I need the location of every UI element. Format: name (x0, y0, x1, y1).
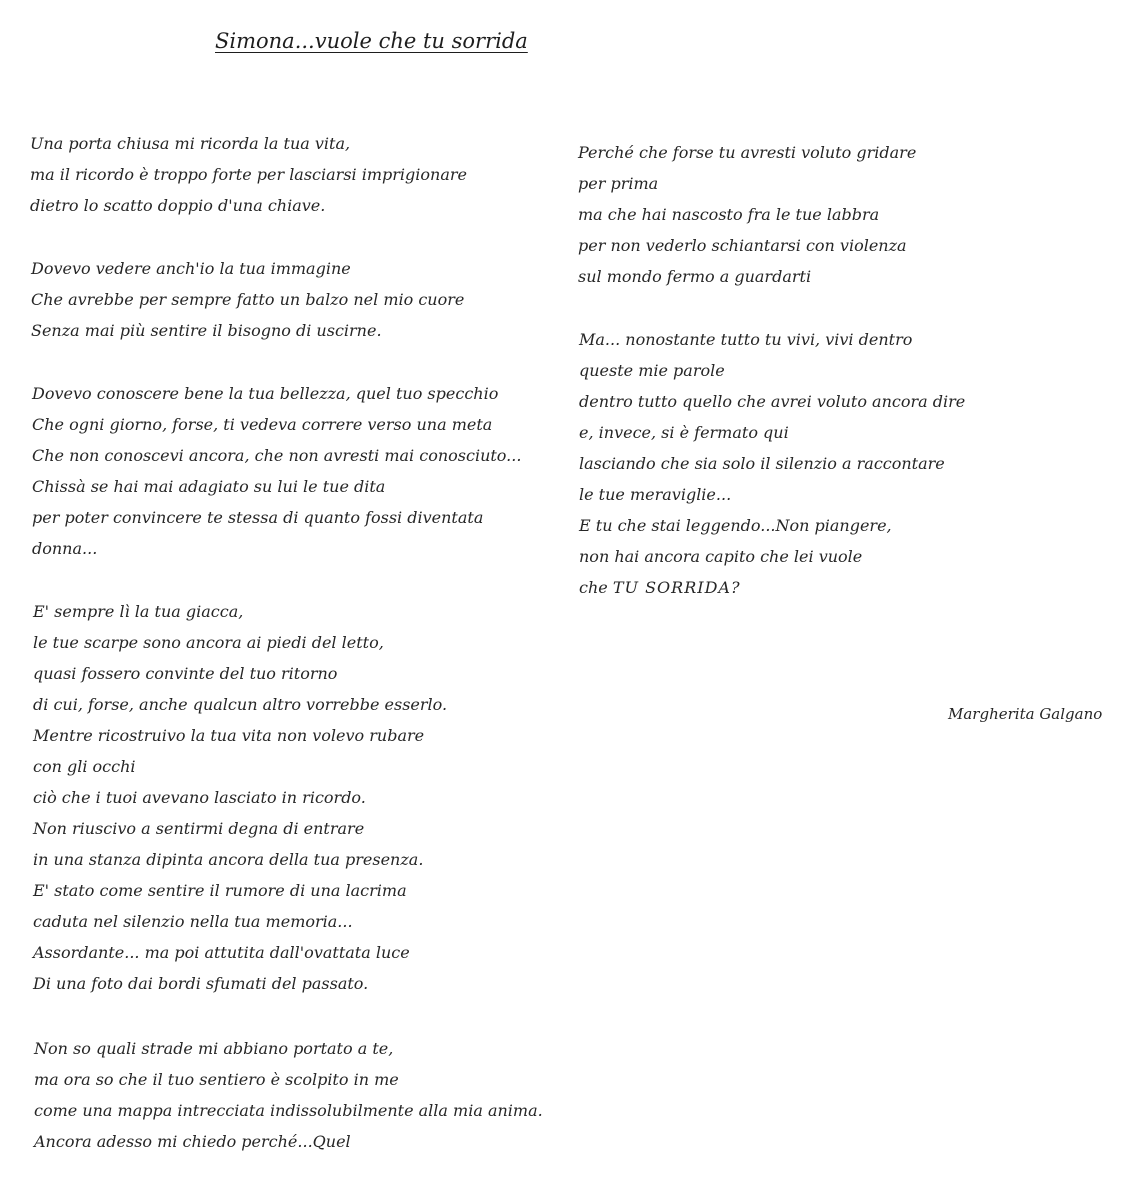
poem-line: in una stanza dipinta ancora della tua presenza. (33, 850, 424, 869)
poem-line: lasciando che sia solo il silenzio a raccontare (579, 454, 945, 473)
poem-line: per prima (578, 174, 659, 193)
poem-line: Chissà se hai mai adagiato su lui le tue dita (32, 477, 386, 496)
author-signature: Margherita Galgano (948, 705, 1103, 723)
poem-line: ma il ricordo è troppo forte per lasciarsi imprigionare (30, 165, 467, 184)
poem-line: sul mondo fermo a guardarti (578, 267, 812, 286)
poem-line: E' stato come sentire il rumore di una lacrima (33, 881, 407, 900)
poem-line: per non vederlo schiantarsi con violenza (578, 236, 907, 255)
stanza-4 (33, 596, 553, 999)
poem-line: con gli occhi (33, 757, 136, 776)
poem-line: Che avrebbe per sempre fatto un balzo nel mio cuore (31, 290, 465, 309)
poem-line: Assordante... ma poi attutita dall'ovattata luce (33, 943, 410, 962)
poem-title: Simona...vuole che tu sorrida (215, 29, 528, 53)
poem-line: Senza mai più sentire il bisogno di uscirne. (31, 321, 382, 340)
poem-line: donna... (32, 539, 98, 558)
poem-line: Perché che forse tu avresti voluto gridare (578, 143, 917, 162)
stanza-3 (32, 378, 552, 564)
stanza-1 (30, 128, 530, 221)
poem-line: e, invece, si è fermato qui (579, 423, 789, 442)
poem-line: E' sempre lì la tua giacca, (33, 602, 244, 621)
poem-line: ma che hai nascosto fra le tue labbra (578, 205, 880, 224)
poem-line: di cui, forse, anche qualcun altro vorrebbe esserlo. (33, 695, 448, 714)
poem-line: Ancora adesso mi chiedo perché...Quel (34, 1132, 351, 1151)
poem-line: ma ora so che il tuo sentiero è scolpito in me (34, 1070, 399, 1089)
poem-closing-line (579, 572, 1099, 603)
poem-line: Una porta chiusa mi ricorda la tua vita, (30, 134, 351, 153)
closing-emphasis: TU SORRIDA? (612, 578, 741, 597)
poem-line: Dovevo vedere anch'io la tua immagine (31, 259, 351, 278)
poem-line: non hai ancora capito che lei vuole (579, 547, 863, 566)
poem-line: Non so quali strade mi abbiano portato a te, (34, 1039, 394, 1058)
poem-line: Mentre ricostruivo la tua vita non volevo rubare (33, 726, 425, 745)
poem-line: Dovevo conoscere bene la tua bellezza, quel tuo specchio (32, 384, 499, 403)
poem-line: E tu che stai leggendo...Non piangere, (579, 516, 892, 535)
poem-line: come una mappa intrecciata indissolubilmente alla mia anima. (34, 1101, 543, 1120)
poem-line: quasi fossero convinte del tuo ritorno (33, 664, 338, 683)
poem-line: Che non conoscevi ancora, che non avresti mai conosciuto... (32, 446, 522, 465)
poem-line: Di una foto dai bordi sfumati del passato. (33, 974, 369, 993)
stanza-7 (579, 324, 1099, 603)
poem-line: ciò che i tuoi avevano lasciato in ricordo. (33, 788, 366, 807)
closing-prefix: che (579, 578, 613, 597)
poem-line: Non riuscivo a sentirmi degna di entrare (33, 819, 365, 838)
poem-line: per poter convincere te stessa di quanto fossi diventata (32, 508, 484, 527)
poem-line: queste mie parole (579, 361, 725, 380)
poem-line: caduta nel silenzio nella tua memoria... (33, 912, 353, 931)
poem-line: Che ogni giorno, forse, ti vedeva correre verso una meta (32, 415, 493, 434)
poem-line: le tue scarpe sono ancora ai piedi del letto, (33, 633, 384, 652)
poem-line: dentro tutto quello che avrei voluto ancora dire (579, 392, 966, 411)
stanza-6 (578, 137, 1078, 292)
poem-line: dietro lo scatto doppio d'una chiave. (30, 196, 326, 215)
poem-line: Ma... nonostante tutto tu vivi, vivi dentro (579, 330, 913, 349)
stanza-2 (31, 253, 531, 346)
poem-line: le tue meraviglie... (579, 485, 732, 504)
stanza-5 (34, 1033, 574, 1157)
